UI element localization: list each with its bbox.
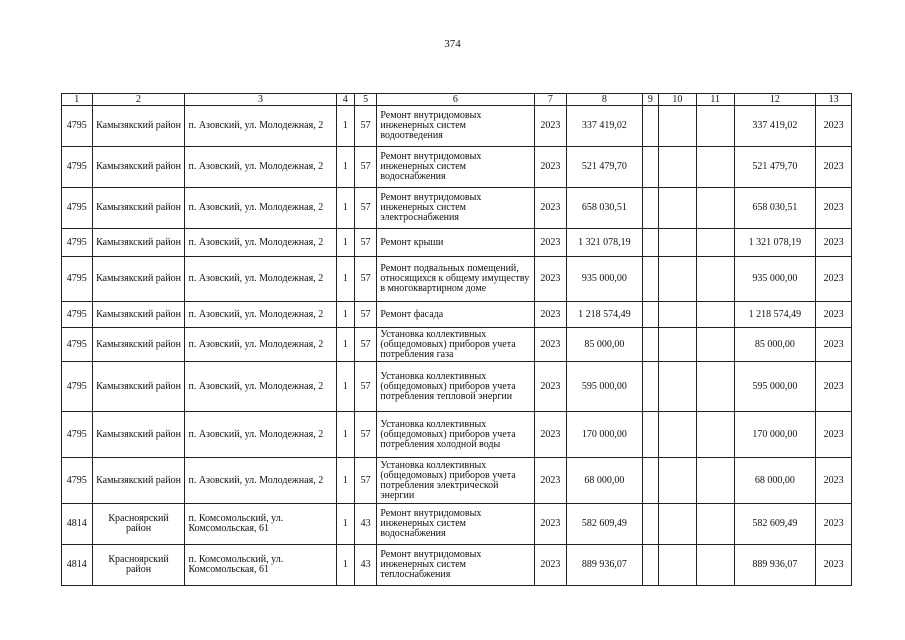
header-cell: 1 [62,94,93,106]
year-cell: 2023 [534,302,567,328]
col9-cell [642,229,658,257]
col4-cell: 1 [336,257,354,302]
address-cell: п. Азовский, ул. Молодежная, 2 [185,106,336,147]
year-cell: 2023 [534,458,567,504]
object-id-cell: 4814 [62,545,93,586]
col9-cell [642,328,658,362]
work-type-cell: Установка коллективных (общедомовых) приборов учета потребления электрической энергии [377,458,534,504]
district-cell: Красноярский район [92,504,185,545]
cost-cell: 582 609,49 [567,504,643,545]
cost-cell: 935 000,00 [567,257,643,302]
address-cell: п. Азовский, ул. Молодежная, 2 [185,328,336,362]
object-id-cell: 4795 [62,257,93,302]
col9-cell [642,458,658,504]
col12-cell: 1 218 574,49 [734,302,816,328]
col13-cell: 2023 [816,458,852,504]
table-row [62,257,852,302]
col11-cell [696,545,734,586]
object-id-cell: 4795 [62,188,93,229]
col13-cell: 2023 [816,328,852,362]
table-row [62,147,852,188]
col5-cell: 57 [354,106,376,147]
col11-cell [696,257,734,302]
header-cell: 4 [336,94,354,106]
capital-repair-table [61,93,852,586]
cost-cell: 85 000,00 [567,328,643,362]
col10-cell [659,106,697,147]
year-cell: 2023 [534,362,567,412]
col4-cell: 1 [336,328,354,362]
district-cell: Камызякский район [92,147,185,188]
header-cell: 9 [642,94,658,106]
col9-cell [642,545,658,586]
col5-cell: 57 [354,147,376,188]
work-type-cell: Ремонт внутридомовых инженерных систем водоснабжения [377,504,534,545]
district-cell: Камызякский район [92,458,185,504]
col13-cell: 2023 [816,302,852,328]
col4-cell: 1 [336,458,354,504]
col9-cell [642,188,658,229]
object-id-cell: 4795 [62,362,93,412]
object-id-cell: 4795 [62,106,93,147]
object-id-cell: 4795 [62,328,93,362]
col4-cell: 1 [336,147,354,188]
object-id-cell: 4795 [62,302,93,328]
col4-cell: 1 [336,412,354,458]
header-cell: 5 [354,94,376,106]
col12-cell: 85 000,00 [734,328,816,362]
object-id-cell: 4795 [62,412,93,458]
col11-cell [696,504,734,545]
col10-cell [659,147,697,188]
header-cell: 8 [567,94,643,106]
col11-cell [696,328,734,362]
year-cell: 2023 [534,412,567,458]
col12-cell: 337 419,02 [734,106,816,147]
col4-cell: 1 [336,302,354,328]
work-type-cell: Ремонт крыши [377,229,534,257]
cost-cell: 595 000,00 [567,362,643,412]
col11-cell [696,458,734,504]
col11-cell [696,302,734,328]
col11-cell [696,106,734,147]
district-cell: Камызякский район [92,362,185,412]
col12-cell: 889 936,07 [734,545,816,586]
col9-cell [642,257,658,302]
address-cell: п. Азовский, ул. Молодежная, 2 [185,147,336,188]
object-id-cell: 4795 [62,458,93,504]
year-cell: 2023 [534,545,567,586]
work-type-cell: Установка коллективных (общедомовых) приборов учета потребления холодной воды [377,412,534,458]
district-cell: Камызякский район [92,257,185,302]
table-row [62,504,852,545]
col5-cell: 57 [354,458,376,504]
col13-cell: 2023 [816,188,852,229]
cost-cell: 521 479,70 [567,147,643,188]
address-cell: п. Комсомольский, ул. Комсомольская, 61 [185,545,336,586]
col11-cell [696,362,734,412]
address-cell: п. Азовский, ул. Молодежная, 2 [185,229,336,257]
address-cell: п. Азовский, ул. Молодежная, 2 [185,412,336,458]
object-id-cell: 4795 [62,229,93,257]
object-id-cell: 4795 [62,147,93,188]
col11-cell [696,188,734,229]
header-cell: 11 [696,94,734,106]
header-cell: 2 [92,94,185,106]
address-cell: п. Азовский, ул. Молодежная, 2 [185,458,336,504]
cost-cell: 658 030,51 [567,188,643,229]
year-cell: 2023 [534,328,567,362]
col9-cell [642,504,658,545]
table-body [62,94,852,586]
col10-cell [659,545,697,586]
col11-cell [696,229,734,257]
col12-cell: 595 000,00 [734,362,816,412]
col10-cell [659,362,697,412]
year-cell: 2023 [534,106,567,147]
col13-cell: 2023 [816,412,852,458]
table-row [62,412,852,458]
table-row [62,229,852,257]
col12-cell: 935 000,00 [734,257,816,302]
col5-cell: 43 [354,545,376,586]
header-cell: 10 [659,94,697,106]
header-row [62,94,852,106]
col5-cell: 57 [354,362,376,412]
col10-cell [659,257,697,302]
col5-cell: 57 [354,302,376,328]
col4-cell: 1 [336,545,354,586]
table-row [62,458,852,504]
col12-cell: 582 609,49 [734,504,816,545]
col9-cell [642,147,658,188]
col10-cell [659,412,697,458]
col10-cell [659,188,697,229]
header-cell: 6 [377,94,534,106]
district-cell: Камызякский район [92,302,185,328]
col13-cell: 2023 [816,504,852,545]
cost-cell: 170 000,00 [567,412,643,458]
district-cell: Камызякский район [92,229,185,257]
col13-cell: 2023 [816,545,852,586]
col4-cell: 1 [336,106,354,147]
col5-cell: 57 [354,257,376,302]
address-cell: п. Азовский, ул. Молодежная, 2 [185,188,336,229]
work-type-cell: Установка коллективных (общедомовых) приборов учета потребления тепловой энергии [377,362,534,412]
page-number: 374 [444,38,461,50]
table-row [62,106,852,147]
year-cell: 2023 [534,188,567,229]
year-cell: 2023 [534,229,567,257]
col13-cell: 2023 [816,147,852,188]
col10-cell [659,458,697,504]
address-cell: п. Комсомольский, ул. Комсомольская, 61 [185,504,336,545]
col5-cell: 57 [354,412,376,458]
work-type-cell: Ремонт подвальных помещений, относящихся к общему имуществу в многоквартирном доме [377,257,534,302]
col9-cell [642,106,658,147]
year-cell: 2023 [534,504,567,545]
col10-cell [659,302,697,328]
table-row [62,362,852,412]
col13-cell: 2023 [816,229,852,257]
header-cell: 3 [185,94,336,106]
header-cell: 12 [734,94,816,106]
col13-cell: 2023 [816,257,852,302]
cost-cell: 337 419,02 [567,106,643,147]
col4-cell: 1 [336,229,354,257]
col5-cell: 57 [354,229,376,257]
col4-cell: 1 [336,188,354,229]
col13-cell: 2023 [816,106,852,147]
address-cell: п. Азовский, ул. Молодежная, 2 [185,302,336,328]
col12-cell: 521 479,70 [734,147,816,188]
district-cell: Красноярский район [92,545,185,586]
year-cell: 2023 [534,147,567,188]
col10-cell [659,504,697,545]
col9-cell [642,362,658,412]
col12-cell: 170 000,00 [734,412,816,458]
address-cell: п. Азовский, ул. Молодежная, 2 [185,257,336,302]
col10-cell [659,229,697,257]
district-cell: Камызякский район [92,106,185,147]
col9-cell [642,412,658,458]
work-type-cell: Ремонт внутридомовых инженерных систем электроснабжения [377,188,534,229]
cost-cell: 1 218 574,49 [567,302,643,328]
col12-cell: 1 321 078,19 [734,229,816,257]
col4-cell: 1 [336,504,354,545]
work-type-cell: Ремонт внутридомовых инженерных систем водоотведения [377,106,534,147]
table-row [62,328,852,362]
district-cell: Камызякский район [92,412,185,458]
object-id-cell: 4814 [62,504,93,545]
col5-cell: 43 [354,504,376,545]
header-cell: 13 [816,94,852,106]
col5-cell: 57 [354,328,376,362]
cost-cell: 1 321 078,19 [567,229,643,257]
table-row [62,188,852,229]
col4-cell: 1 [336,362,354,412]
cost-cell: 889 936,07 [567,545,643,586]
district-cell: Камызякский район [92,328,185,362]
col5-cell: 57 [354,188,376,229]
col13-cell: 2023 [816,362,852,412]
table-row [62,545,852,586]
year-cell: 2023 [534,257,567,302]
address-cell: п. Азовский, ул. Молодежная, 2 [185,362,336,412]
work-type-cell: Ремонт внутридомовых инженерных систем теплоснабжения [377,545,534,586]
col10-cell [659,328,697,362]
table-row [62,302,852,328]
col12-cell: 658 030,51 [734,188,816,229]
col11-cell [696,412,734,458]
col12-cell: 68 000,00 [734,458,816,504]
district-cell: Камызякский район [92,188,185,229]
col11-cell [696,147,734,188]
work-type-cell: Установка коллективных (общедомовых) приборов учета потребления газа [377,328,534,362]
col9-cell [642,302,658,328]
work-type-cell: Ремонт фасада [377,302,534,328]
cost-cell: 68 000,00 [567,458,643,504]
work-type-cell: Ремонт внутридомовых инженерных систем водоснабжения [377,147,534,188]
header-cell: 7 [534,94,567,106]
